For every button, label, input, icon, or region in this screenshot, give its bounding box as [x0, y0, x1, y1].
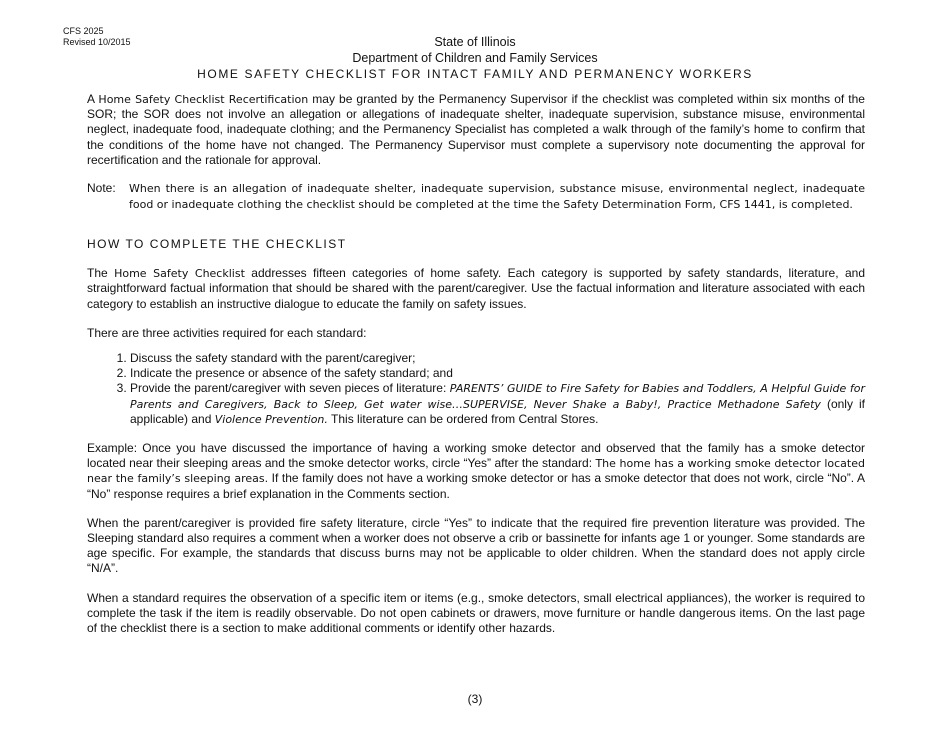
form-number: CFS 2025 [63, 26, 104, 36]
intro-lead: A [87, 92, 99, 106]
item3-lead: Provide the parent/caregiver with seven pieces of literature: [130, 381, 450, 396]
page-number: (3) [467, 692, 483, 706]
literature-titles: PARENTS’ GUIDE to Fire Safety for Babies and Toddlers, A Helpful Guide for Parents and Caregivers, Back to Sleep, Get water wise…SUPERVISE, Never Shake a Baby!, Practice Methadone Safety [130, 382, 865, 411]
description-text: addresses fifteen categories of home safety. Each category is supported by safety standards, literature, and straightforward factual information that should be shared with the parent/caregiver. Use the factual information and literature associated with each category to establish an instructive dialogue to educate the family on safety issues. [87, 266, 865, 311]
example-lead: Example: Once you have discussed the importance of having a working smoke detector and observed that the family has a smoke detector located near their sleeping areas and the smoke detector works, circle “Yes” after the standard: [87, 441, 865, 471]
intro-text: may be granted by the Permanency Supervisor if the checklist was completed within six months of the SOR; the SOR does not involve an allegation or allegations of inadequate shelter, inadequate supervision, substance misuse, environmental neglect, inadequate food, inadequate clothing; and the Permanency Specialist has completed a walk through of the family’s home to confirm that the conditions of the home have not changed. The Permanency Supervisor must complete a supervisory note documenting the approval for recertification and the rationale for approval. [87, 92, 865, 167]
example-paragraph [87, 441, 865, 502]
description-lead: The [87, 266, 115, 281]
list-item: 2. Indicate the presence or absence of the safety standard; and [130, 366, 865, 381]
page-title: HOME SAFETY CHECKLIST FOR INTACT FAMILY AND PERMANENCY WORKERS [197, 67, 753, 81]
observation-paragraph: When a standard requires the observation of a specific item or items (e.g., smoke detectors, small electrical appliances), the worker is required to complete the task if the item is readily observable. Do not open cabinets or drawers, move furniture or handle dangerous items. On the last page of the checklist there is a section to make additional comments or identify other hazards. [87, 590, 865, 636]
item3-tail: This literature can be ordered from Central Stores. [327, 411, 599, 426]
note-block [87, 181, 865, 212]
checklist-description [87, 266, 865, 312]
section-heading: HOW TO COMPLETE THE CHECKLIST [87, 237, 347, 252]
activities-intro: There are three activities required for each standard: [87, 325, 367, 340]
form-revision: Revised 10/2015 [63, 37, 131, 47]
state-name: State of Illinois [434, 35, 516, 49]
example-tail: If the family does not have a working smoke detector or has a smoke detector that does not work, circle “No”. A “No” response requires a brief explanation in the Comments section. [87, 471, 866, 501]
recertification-term: Home Safety Checklist Recertification [98, 93, 309, 106]
list-item [130, 381, 865, 427]
activities-list [87, 351, 865, 427]
note-text: When there is an allegation of inadequate shelter, inadequate supervision, substance misuse, environmental neglect, inadequate food or inadequate clothing the checklist should be completed at the time the Safety Determination Form, CFS 1441, is completed. [129, 182, 865, 211]
example-standard: The home has a working smoke detector located near the family’s sleeping areas. [87, 457, 865, 486]
document-header [0, 34, 950, 82]
checklist-term: Home Safety Checklist [114, 267, 245, 281]
document-body [87, 92, 865, 636]
intro-paragraph [87, 92, 865, 168]
fire-safety-paragraph: When the parent/caregiver is provided fire safety literature, circle “Yes” to indicate that the required fire prevention literature was provided. The Sleeping standard also requires a comment when a worker does not observe a crib or bassinette for infants age 1 or younger. Some standards are age specific. For example, the standards that discuss burns may not be applicable to older children. When the standard does not apply circle “N/A”. [87, 515, 865, 576]
note-label: Note: [87, 181, 116, 196]
violence-prevention-title: Violence Prevention. [214, 412, 328, 426]
list-item: 1. Discuss the safety standard with the parent/caregiver; [130, 351, 865, 366]
item3-mid: (only if applicable) and [130, 396, 865, 426]
department-name: Department of Children and Family Services [352, 51, 598, 65]
